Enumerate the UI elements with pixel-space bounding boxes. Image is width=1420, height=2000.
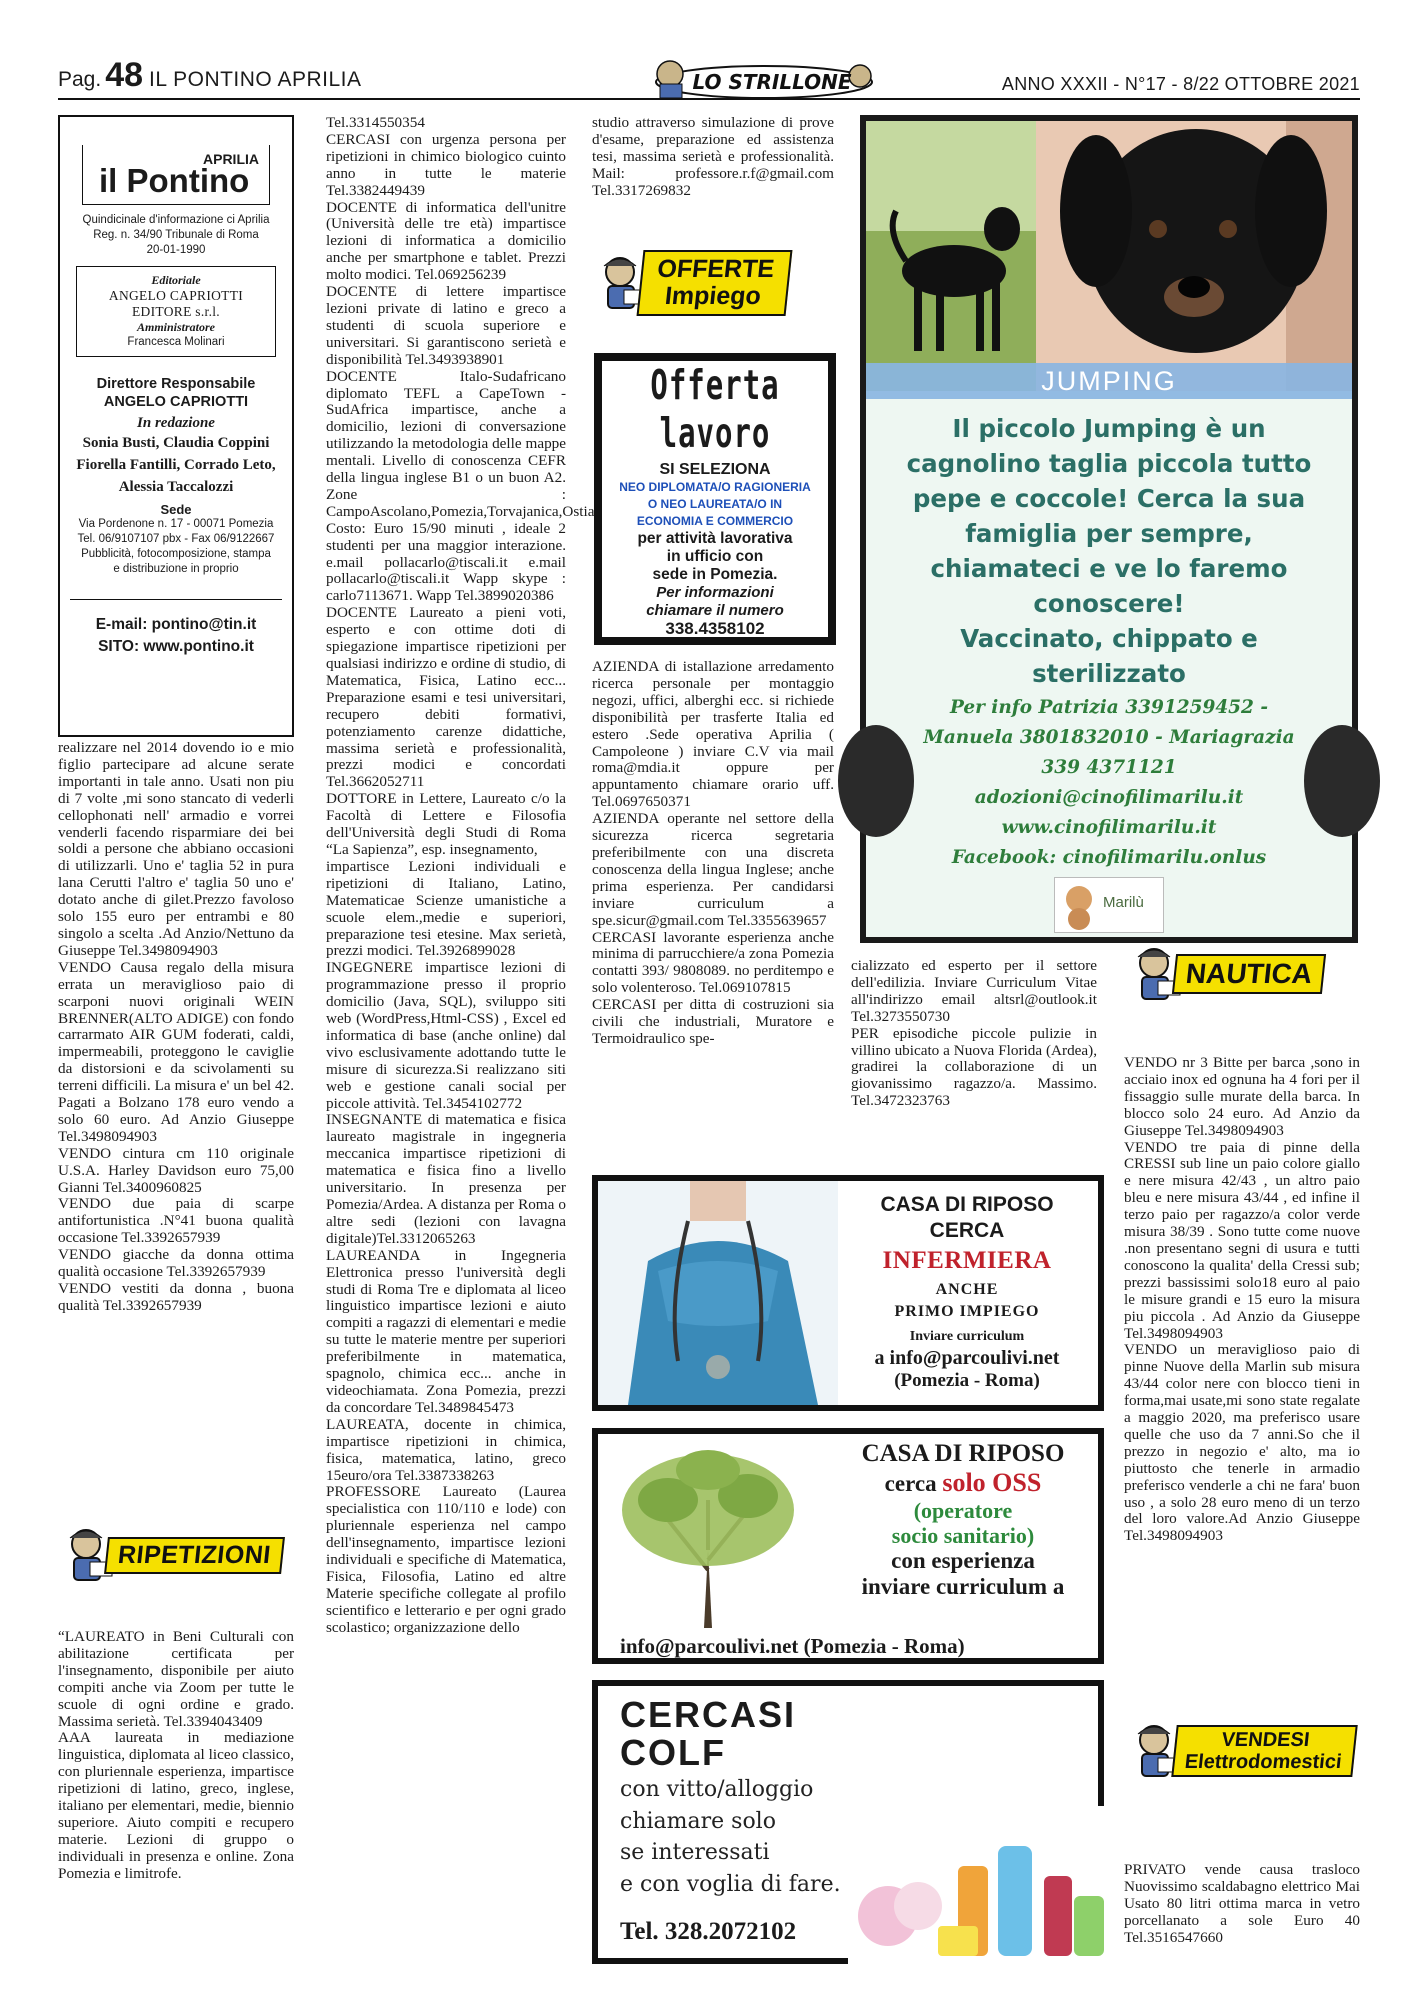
header-left [58, 56, 361, 95]
masthead-email [70, 599, 282, 658]
oss-line1: CASA DI RIPOSO [861, 1440, 1065, 1467]
column-3-top [592, 115, 834, 230]
redazione-label: In redazione [137, 415, 215, 431]
infermiera-line2: CERCA [929, 1219, 1005, 1242]
infermiera-line3: INFERMIERA [882, 1247, 1052, 1274]
nurse-photo [598, 1181, 838, 1405]
marilu-logo [1054, 877, 1164, 933]
masthead-title-box [82, 145, 270, 205]
dog-logo-icon [1059, 879, 1099, 933]
colf-body: con vitto/alloggio chiamare solo se interessati e con voglia di fare. [620, 1777, 841, 1897]
publisher-box [76, 266, 276, 357]
email-text: E-mail: pontino@tin.it [95, 616, 257, 633]
column-5-nautica [1124, 1055, 1360, 1765]
offerta-lavoro-ad [594, 353, 836, 645]
dog-name-banner: JUMPING [866, 363, 1352, 399]
colf-ad [592, 1680, 1104, 1964]
offerta-info: Per informazioni chiamare il numero [646, 584, 784, 619]
editoriale-label: Editoriale [151, 273, 201, 287]
section-vendesi-label: VENDESI Elettrodomestici [1171, 1725, 1357, 1777]
oss-line2a: cerca [884, 1471, 943, 1496]
director-name: ANGELO CAPRIOTTI [103, 394, 249, 410]
strillone-logo [648, 60, 880, 100]
infermiera-line8: (Pomezia - Roma) [894, 1370, 1040, 1391]
logo-text: LO STRILLONE [692, 70, 852, 94]
oss-ad [592, 1428, 1104, 1664]
infermiera-line1: CASA DI RIPOSO [880, 1193, 1054, 1216]
infermiera-line4: ANCHE [935, 1281, 999, 1298]
amministratore-name: Francesca Molinari [127, 336, 225, 348]
oss-line2b: solo OSS [942, 1468, 1042, 1497]
offerta-seleziona: SI SELEZIONA [659, 461, 771, 478]
col5-text: VENDO nr 3 Bitte per barca ,sono in acciaio inox ed ognuna ha 4 fori per il fissaggio sulle murate della barca. In blocco solo 24 euro. Ad Anzio da Giuseppe Tel.3498094903 VENDO tre paia di pinne della CRESSI sub line un paio colore giallo e nere misura 42/43 , un altro paio bleu e nere misura 43/44 , ed infine il terzo paio per ragazzo/a color verde misura 38/39 . Sono tutte come nuove .non presentano segni di usura e tutti conoscono la qualita' della Cressi sub; prezzi bassissimi solo18 euro al paio le misure grandi e 15 euro la misura piu piccola . Ad Anzio da Giuseppe Tel.3498094903 VENDO un meraviglioso paio di pinne Nuove della Marlin sub misura 43/44 color nere con blocco tieni in forma,mai usate,mi sono state regalate a maggio 2020, ma preferisco usare quelle che uso da 7 anni.So che il prezzo in negozio e' alto, ma io piuttosto che tenerle in armadio preferisco venderle a chi ne fara' buon uso , a solo 28 euro meno di un terzo del loro valore.Ad Anzio Giuseppe Tel.3498094903 [1124, 1054, 1360, 1545]
oss-text [748, 1440, 1098, 1600]
infermiera-text [836, 1193, 1098, 1392]
masthead-city: APRILIA [203, 151, 259, 167]
paw-right-icon [1282, 721, 1352, 841]
masthead [58, 115, 294, 737]
section-offerte-impiego [594, 250, 789, 316]
sede-label: Sede [160, 502, 192, 517]
site-text: SITO: www.pontino.it [98, 638, 254, 655]
colf-phone: Tel. 328.2072102 [620, 1918, 797, 1945]
col3b-text: AZIENDA di istallazione arredamento ricerca personale per montaggio negozi, uffici, alberghi ecc. si richiede disponibilità per trasferte Italia ed estero .Sede operativa Aprilia ( Campoleone ) inviare C.V via mail roma@mdia.it oppure per appuntamento chiamare orario uff. Tel.0697650371 AZIENDA operante nel settore della sicurezza ricerca segretaria preferibilmente con una discreta conoscenza della lingua Inglese; anche prima esperienza. Per candidarsi inviare curriculum a spe.sicur@gmail.com Tel.3355639657 CERCASI lavorante esperienza anche minima di parrucchiere/a zona Pomezia contatti 393/ 9808089. no perditempo e solo volenteroso. Tel.069107815 CERCASI per ditta di costruzioni sia civili che industriali, Muratore e Termoidraulico spe- [592, 658, 834, 1047]
adoption-message: Il piccolo Jumping è un cagnolino taglia piccola tutto pepe e coccole! Cerca la sua famiglia per sempre, chiamateci e ve lo faremo conoscere! Vaccinato, chippato e sterilizzato [906, 414, 1312, 688]
column-5-vendesi [1124, 1862, 1360, 1992]
issue-info: ANNO XXXII - N°17 - 8/22 OTTOBRE 2021 [1001, 74, 1360, 94]
infermiera-line6: Inviare curriculum [909, 1329, 1025, 1344]
col3-text: studio attraverso simulazione di prove d'esame, preparazione ed assistenza tesi, massima serietà e professionalità. Mail: professore.r.f@gmail.com Tel.3317269832 [592, 114, 834, 199]
column-4-offerte [851, 958, 1097, 1138]
column-1-annunci [58, 740, 294, 1360]
section-nautica [1128, 945, 1324, 1003]
offerta-numero: 338.4358102 [665, 619, 765, 638]
jumping-adoption-ad [860, 115, 1358, 943]
page-header [58, 56, 1360, 100]
offerta-profilo: NEO DIPLOMATA/O RAGIONERIA O NEO LAUREATA/O IN ECONOMIA E COMMERCIO [619, 480, 811, 528]
publisher-name: ANGELO CAPRIOTTI EDITORE s.r.l. [108, 288, 244, 319]
oss-line6: info@parcoulivi.net (Pomezia - Roma) [620, 1634, 965, 1658]
redazione-names: Sonia Busti, Claudia Coppini Fiorella Fantilli, Corrado Leto, Alessia Taccalozzi [76, 435, 276, 495]
colf-title: CERCASI COLF [620, 1694, 797, 1773]
col1b-text: “LAUREATO in Beni Culturali con abilitazione certificata per l'insegnamento, disponibile per aiuto compiti anche via Zoom per tutte le scuole di ogni ordine e grado. Massima serietà. Tel.3394043409 AAA laureata in mediazione linguistica, diplomata al liceo classico, con pluriennale esperienza, impartisce ripetizioni di latino, greco, inglese, italiano per elementari, medie, biennio superiore. Aiuto compiti e recupero materie. Lezioni di gruppo o individuali in presenza e online. Zona Pomezia e limitrofe. [58, 1628, 294, 1882]
page-prefix: Pag. [58, 68, 102, 91]
infermiera-line7: a info@parcoulivi.net [874, 1347, 1060, 1369]
adoption-contacts: Per info Patrizia 3391259452 - Manuela 3801832010 - Mariagrazia 339 4371121 adozioni@cinofilimarilu.it www.cinofilimarilu.it Facebook: cinofilimarilu.onlus [923, 697, 1295, 868]
section-offerte-label: OFFERTE Impiego [637, 250, 793, 316]
offerta-attivita: per attività lavorativa in ufficio con sede in Pomezia. [637, 530, 793, 583]
column-1-ripetizioni [58, 1629, 294, 1989]
oss-line3: (operatore socio sanitario) [891, 1498, 1035, 1548]
masthead-title: il Pontino [99, 162, 250, 199]
col5b-text: PRIVATO vende causa trasloco Nuovissimo scaldabagno elettrico Mai Usato 80 litri ottima marca in vetro porcellanato a sole Euro 40 Tel.3516547660 [1124, 1861, 1360, 1946]
director-label: Direttore Responsabile [96, 376, 256, 392]
oss-line4: con esperienza [891, 1548, 1035, 1573]
page-number: 48 [105, 56, 144, 94]
oss-line2 [748, 1468, 1098, 1498]
masthead-description: Quindicinale d'informazione ci Aprilia Reg. n. 34/90 Tribunale di Roma 20-01-1990 [82, 214, 270, 256]
section-vendesi [1128, 1722, 1355, 1780]
section-ripetizioni [60, 1526, 283, 1584]
oss-line5: inviare curriculum a [861, 1574, 1065, 1599]
col1-text: realizzare nel 2014 dovendo io e mio figlio partecipare ad alcune serate importanti in tale anno. Usati non piu di 7 volte ,mi sono stancato di vederli cellophonati nell' armadio e vorrei venderli facendo risparmiare dei bei soldi a persone che abbiano occasioni di utilizzarli. Uno e' taglia 52 in pura lana Cerutti l'altro e' taglia 50 uno e' dotato anche di gilet.Prezzo favoloso solo 155 euro per entrambi e 80 singolo a scelta .Ad Anzio/Nettuno da Giuseppe Tel.3498094903 VENDO Causa regalo della misura errata un meraviglioso paio di scarponi nuovi originali WEIN BRENNER(ALTO ADIGE) con fondo carrarmato AIR GUM foderati, caldi, impermeabili, proteggono le caviglie da distorsioni e da scivolamenti su terreni difficili. La misura e' un bel 42. Pagati a Bolzano 178 euro vendo a solo 60 euro. Ad Anzio Giuseppe Tel.3498094903 VENDO cintura cm 110 originale U.S.A. Harley Davidson euro 75,00 Gianni Tel.3400960825 VENDO due paia di scarpe antifortunistica .N°41 buona qualità occasione Tel.3392657939 VENDO giacche da donna ottima qualità occasione Tel.3392657939 VENDO vestiti da donna , buona qualità Tel.3392657939 [58, 739, 294, 1314]
col4-text: cializzato ed esperto per il settore dell'edilizia. Inviare Curriculum Vitae all'indirizzo email altsrl@outlook.it Tel.3273550730 PER episodiche piccole pulizie in villino ubicato a Nuova Florida (Ardea), gradirei la collaborazione di un giovanissimo ragazzo/a. Massimo. Tel.3472323763 [851, 957, 1097, 1110]
infermiera-line5: PRIMO IMPIEGO [894, 1303, 1040, 1320]
column-3-offerte [592, 659, 834, 1139]
column-2-ripetizioni [326, 114, 599, 1990]
dog-photos [866, 121, 1352, 391]
paw-left-icon [866, 721, 936, 841]
infermiera-ad [592, 1175, 1104, 1411]
paper-name: IL PONTINO APRILIA [149, 68, 362, 91]
cleaning-supplies-image [848, 1806, 1108, 1966]
section-ripetizioni-label: RIPETIZIONI [104, 1537, 285, 1574]
col2-text: Tel.3314550354 CERCASI con urgenza persona per ripetizioni in chimico biologico cuinto anno in tutte le materie Tel.3382449439 DOCENTE di informatica dell'unitre (Università delle tre età) impartisce lezioni di informatica a domicilio anche per smartphone e tablet. Prezzi molto modici. Tel.069256239 DOCENTE di lettere impartisce lezioni private di latino e greco a studenti di scuola superiore e universitari. Si garantiscono serietà e disponibilità Tel.3493938901 DOCENTE Italo-Sudafricano diplomato TEFL a CapeTown -SudAfrica impartisce, anche a domicilio, lezioni di conversazione utilizzando la metodologia delle mappe mentali. Livello di conoscenza CEFR della lingua inglese B1 o un buon A2. Zone : CampoAscolano,Pomezia,Torvajanica,Ostia. Costo: Euro 15/90 minuti , ideale 2 studenti per una maggior interazione. e.mail pollacarlo@tiscali.it e.mail pollacarlo@tiscali.it Wapp skype : carlo7113671. Wapp Tel.3899020386 DOCENTE Laureato a pieni voti, esperto e con ottime doti di spiegazione impartisce ripetizioni per qualsiasi indirizzo e ordine di studio, di Matematica, Fisica, Latino ecc... Preparazione esami e tesi universitari, recupero debiti formativi, potenziamento carenze didattiche, massima serietà e professionalità, prezzi modici e concordati Tel.3662052711 DOTTORE in Lettere, Laureato c/o la Facoltà di Lettere e Filosofia dell'Università degli Studi di Roma “La Sapienza”, esp. insegnamento, impartisce Lezioni individuali e ripetizioni di Italiano, Latino, Matematicae Scienze umanistiche a scuole elem.,medie e superiori, preparazione tesi etesine. Max serietà, prezzi modici. Tel.3926899028 INGEGNERE impartisce lezioni di programmazione presso il proprio domicilio (Java, SQL), sviluppo siti web (WordPress,Html-CSS) , Excel ed informatica di base (anche online) dal vivo esclusivamente adottando tutte le misure di sicurezza.Si realizzano siti web e gestione canali social per piccole attività. Tel.3454102772 INSEGNANTE di matematica e fisica laureato magistrale in ingegneria meccanica impartisce ripetizioni di matematica e fisica fino a livello universitario. In presenza per Pomezia/Ardea. A distanza per Roma o altre sedi (lezioni con lavagna digitale)Tel.3312065263 LAUREANDA in Ingegneria Elettronica presso l'università degli studi di Roma Tre e diplomata al liceo linguistico impartisce lezioni e aiuto compiti a ragazzi di elementari e medie su tutte le materie mentre per superiori preferibilmente in matematica, spagnolo, chimica ecc... anche in videochiamata. Zona Pomezia, prezzi da concordare Tel.3489845473 LAUREATA, docente in chimica, impartisce ripetizioni in chimica, fisica, matematica, latino, greco 15euro/ora Tel.3387338263 PROFESSORE Laureato (Laurea specialistica con 110/110 e lode) con pluriennale esperienza nel campo dell'insegnamento, impartisce lezioni individuali e specifiche di Matematica, Fisica, Filosofia, Latino ed altre Materie specifiche collegate al profilo scientifico e letterario e per ogni grado scolastico; organizzazione dello [326, 114, 599, 1636]
sede-address: Via Pordenone n. 17 - 00071 Pomezia Tel. 06/9107107 pbx - Fax 06/9122667 Pubblicità, fotocomposizione, stampa e distribuzione in proprio [77, 518, 275, 575]
offerta-title: Offerta lavoro [650, 361, 780, 457]
marilu-logo-text: Marilù [1103, 894, 1144, 911]
amministratore-label: Amministratore [136, 320, 216, 334]
section-nautica-label: NAUTICA [1172, 954, 1326, 994]
